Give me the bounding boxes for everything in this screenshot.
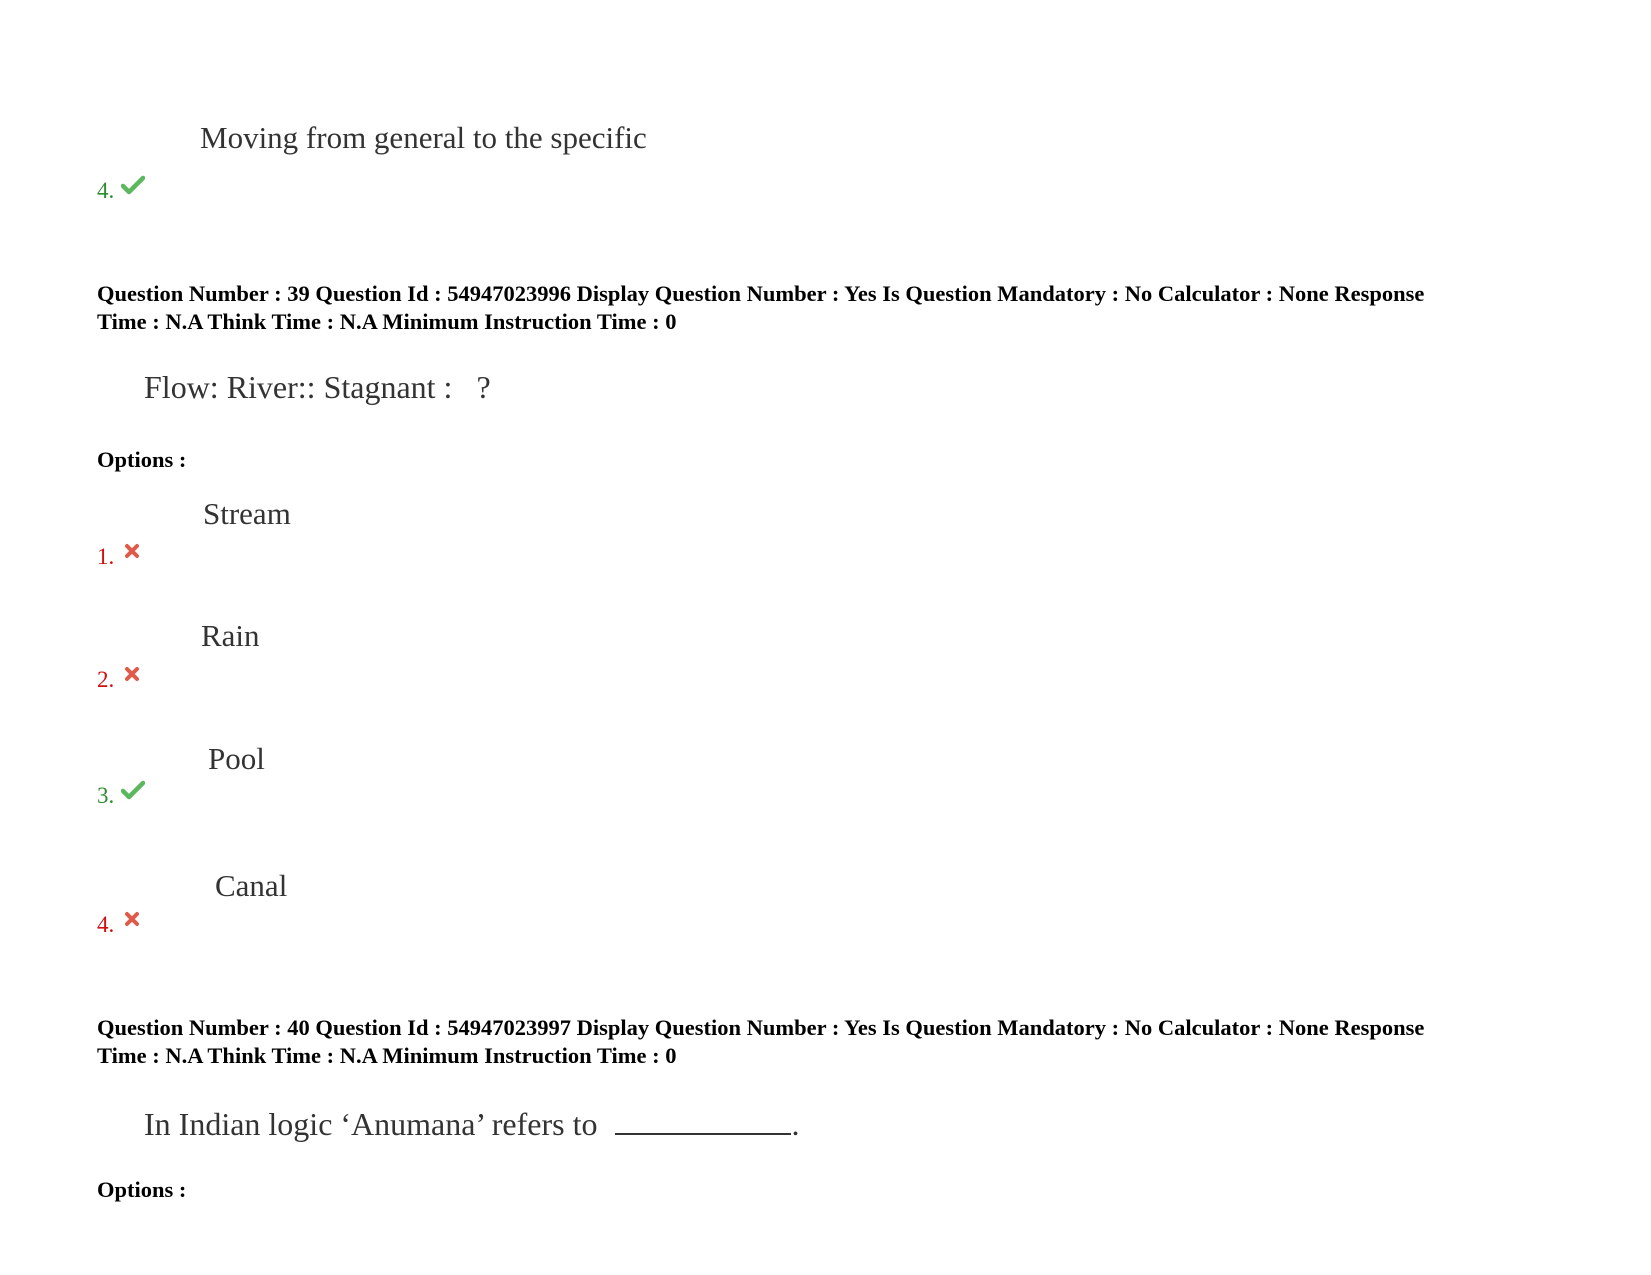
question-39-meta <box>97 280 1577 336</box>
question-40-options-label: Options : <box>97 1177 187 1202</box>
question-39-text: Flow: River:: Stagnant : ? <box>144 369 491 405</box>
question-40-text-suffix: . <box>791 1106 800 1142</box>
check-icon <box>121 780 145 800</box>
prev-option-4-number: 4. <box>97 178 115 203</box>
question-40-meta-line2: Time : N.A Think Time : N.A Minimum Instruction Time : 0 <box>97 1043 677 1068</box>
option-1-text: Stream <box>203 496 291 531</box>
option-2-number: 2. <box>97 667 115 692</box>
question-40-meta-line1: Question Number : 40 Question Id : 54947023997 Display Question Number : Yes Is Question Mandatory : No Calculator : None Response <box>97 1015 1425 1040</box>
answer-blank <box>615 1105 791 1135</box>
question-40-text-main: In Indian logic ‘Anumana’ refers to <box>144 1106 598 1142</box>
question-39-meta-line2: Time : N.A Think Time : N.A Minimum Instruction Time : 0 <box>97 309 677 334</box>
question-40-meta <box>97 1014 1577 1070</box>
question-39-options-label: Options : <box>97 447 187 472</box>
option-2-text: Rain <box>201 618 260 653</box>
check-icon <box>121 175 145 195</box>
option-4-text: Canal <box>215 868 288 903</box>
option-3-number: 3. <box>97 783 115 808</box>
option-3-text: Pool <box>208 741 265 776</box>
question-40-text <box>144 1105 799 1140</box>
cross-icon <box>124 543 140 559</box>
prev-option-4-text: Moving from general to the specific <box>200 120 647 155</box>
question-39-meta-line1: Question Number : 39 Question Id : 54947023996 Display Question Number : Yes Is Question Mandatory : No Calculator : None Response <box>97 281 1425 306</box>
cross-icon <box>124 911 140 927</box>
option-4-number: 4. <box>97 912 115 937</box>
option-1-number: 1. <box>97 544 115 569</box>
cross-icon <box>124 666 140 682</box>
